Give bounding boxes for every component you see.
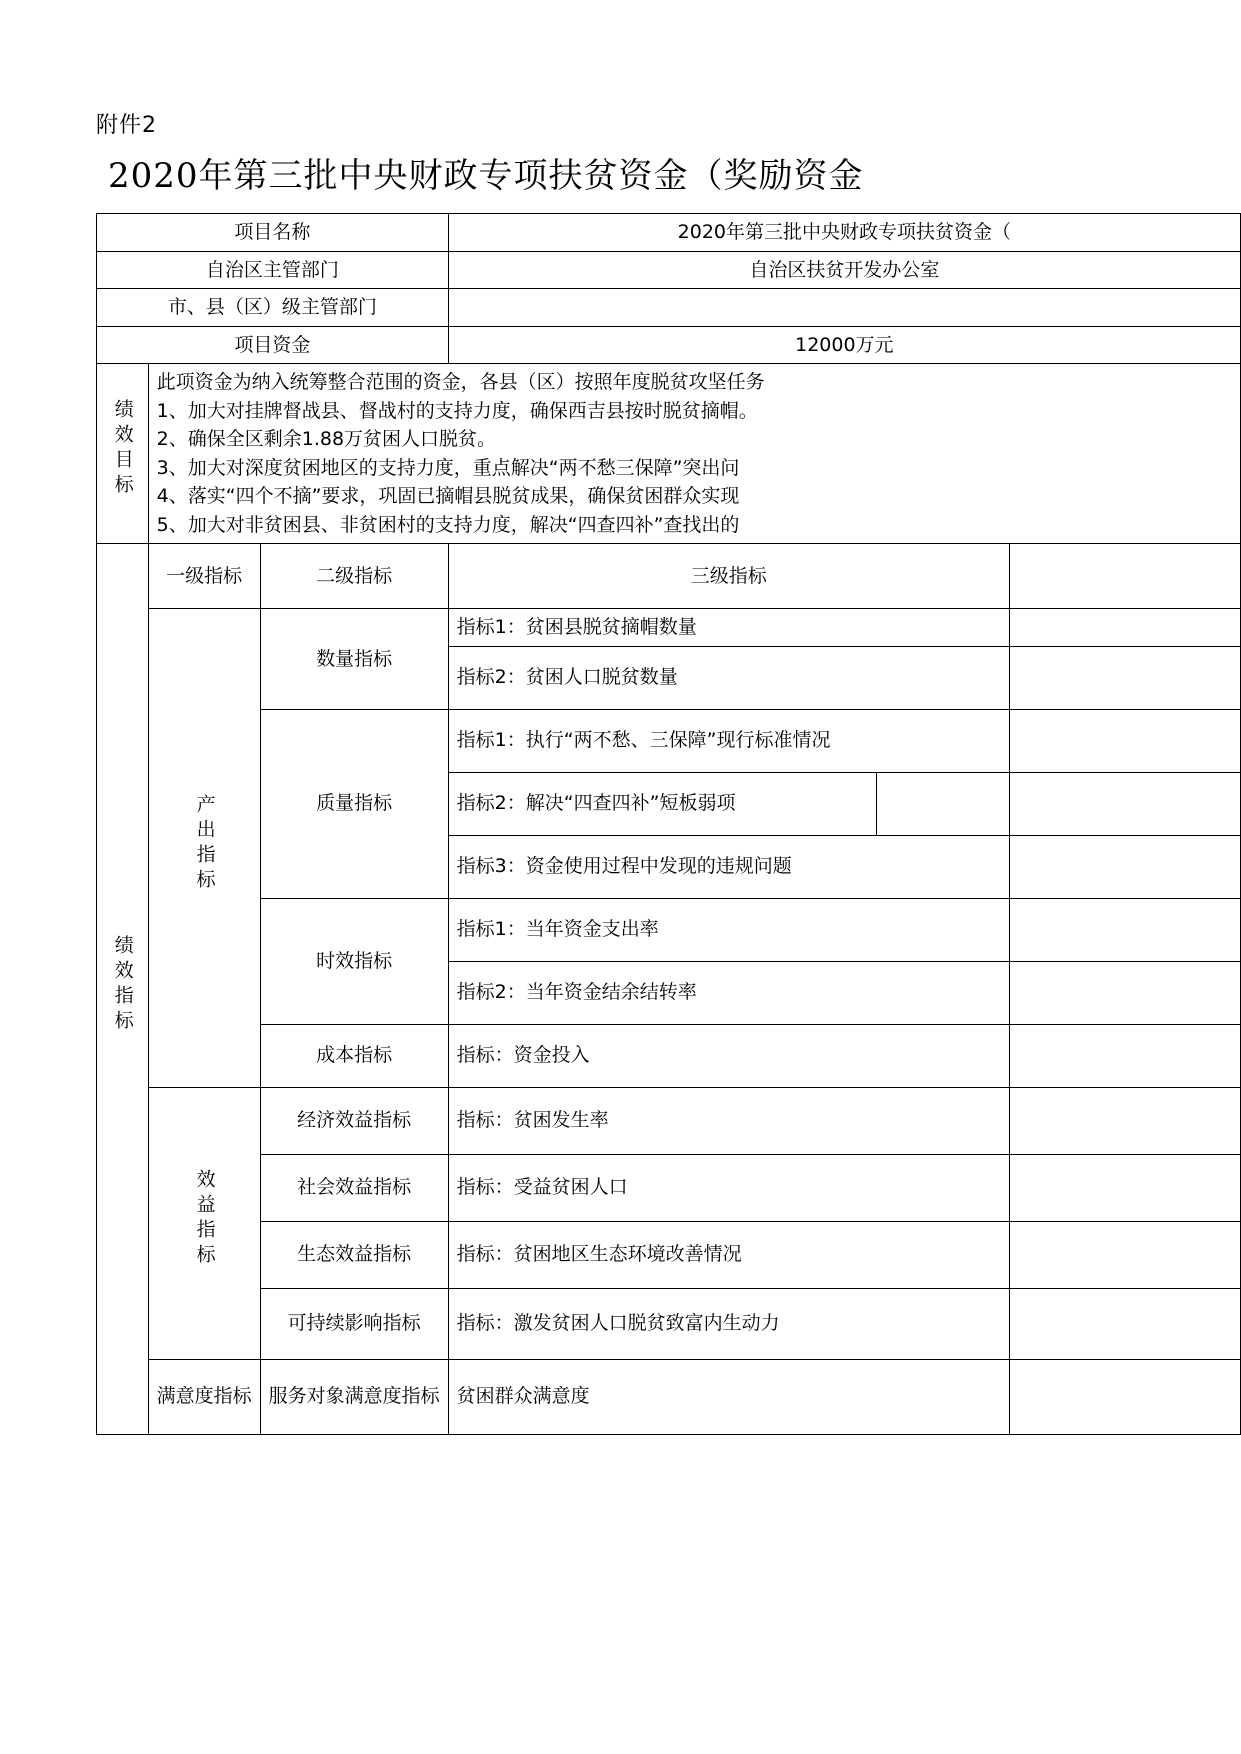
- table-row: [97, 289, 1241, 327]
- level2-economic-benefit: 经济效益指标: [260, 1087, 448, 1154]
- attachment-label: 附件2: [96, 113, 157, 138]
- row-spill: [1009, 835, 1240, 898]
- level3-item: 指标：贫困发生率: [448, 1087, 1009, 1154]
- level3-item: 指标2：贫困人口脱贫数量: [448, 646, 1009, 709]
- row-spill: [1009, 1359, 1240, 1434]
- indicator-header-row: [97, 544, 1241, 609]
- row-spill: [1009, 1024, 1240, 1087]
- level2-timeliness-indicator: 时效指标: [260, 898, 448, 1024]
- level2-sustainable-impact: 可持续影响指标: [260, 1288, 448, 1359]
- row-spill: [1009, 1221, 1240, 1288]
- header-level1: 一级指标: [148, 544, 260, 609]
- table-row: [97, 1154, 1241, 1221]
- level3-item: 指标：受益贫困人口: [448, 1154, 1009, 1221]
- goal-line: 2、确保全区剩余1.88万贫困人口脱贫。: [156, 428, 497, 450]
- level3-item: 指标：激发贫困人口脱贫致富内生动力: [448, 1288, 1009, 1359]
- row-spill: [1009, 609, 1240, 647]
- level2-service-satisfaction: 服务对象满意度指标: [260, 1359, 448, 1434]
- row-spill: [1009, 709, 1240, 772]
- level3-item: 指标1：执行“两不愁、三保障”现行标准情况: [448, 709, 1009, 772]
- field-value-region-department: 自治区扶贫开发办公室: [448, 251, 1240, 289]
- table-row: [97, 1087, 1241, 1154]
- level3-item: 指标2：解决“四查四补”短板弱项: [448, 772, 876, 835]
- level1-benefit-indicator: 效益指标: [148, 1087, 260, 1359]
- goal-line: 1、加大对挂牌督战县、督战村的支持力度，确保西吉县按时脱贫摘帽。: [156, 399, 758, 422]
- page-title: 2020年第三批中央财政专项扶贫资金（奖励资金: [108, 156, 864, 196]
- field-value-city-county-department: [448, 289, 1240, 327]
- level1-output-indicator: 产出指标: [148, 609, 260, 1088]
- table-row: [97, 609, 1241, 647]
- table-row: [97, 1024, 1241, 1087]
- level3-item-extra: [876, 772, 1009, 835]
- goal-line: 4、落实“四个不摘”要求，巩固已摘帽县脱贫成果，确保贫困群众实现: [156, 485, 740, 507]
- level3-item: 指标1：当年资金支出率: [448, 898, 1009, 961]
- field-label-region-department: 自治区主管部门: [97, 251, 449, 289]
- header-level2: 二级指标: [260, 544, 448, 609]
- section-label-performance-goal: 绩效目标: [97, 364, 149, 544]
- row-spill: [1009, 1154, 1240, 1221]
- level1-satisfaction-indicator: 满意度指标: [148, 1359, 260, 1434]
- level3-item: 指标2：当年资金结余结转率: [448, 961, 1009, 1024]
- field-label-project-name: 项目名称: [97, 214, 449, 252]
- field-value-project-funds: 12000万元: [448, 326, 1240, 364]
- row-spill: [1009, 1087, 1240, 1154]
- section-label-performance-indicator: 绩效指标: [97, 544, 149, 1435]
- field-label-project-funds: 项目资金: [97, 326, 449, 364]
- table-row-performance-goal: [97, 364, 1241, 544]
- row-spill: [1009, 898, 1240, 961]
- goal-line: 5、加大对非贫困县、非贫困村的支持力度，解决“四查四补”查找出的: [156, 513, 740, 536]
- level2-ecological-benefit: 生态效益指标: [260, 1221, 448, 1288]
- table-row: [97, 214, 1241, 252]
- table-row: [97, 1288, 1241, 1359]
- header-level3: 三级指标: [448, 544, 1009, 609]
- goal-line: 此项资金为纳入统筹整合范围的资金，各县（区）按照年度脱贫攻坚任务: [156, 371, 765, 393]
- row-spill: [1009, 961, 1240, 1024]
- level3-item: 指标1：贫困县脱贫摘帽数量: [448, 609, 1009, 647]
- field-value-project-name: 2020年第三批中央财政专项扶贫资金（: [448, 214, 1240, 252]
- level2-social-benefit: 社会效益指标: [260, 1154, 448, 1221]
- header-spill: [1009, 544, 1240, 609]
- table-row: [97, 898, 1241, 961]
- field-label-city-county-department: 市、县（区）级主管部门: [97, 289, 449, 327]
- level3-item: 指标：资金投入: [448, 1024, 1009, 1087]
- table-row: [97, 709, 1241, 772]
- level2-quantity-indicator: 数量指标: [260, 609, 448, 710]
- row-spill: [1009, 1288, 1240, 1359]
- level3-item: 指标3：资金使用过程中发现的违规问题: [448, 835, 1009, 898]
- level3-item: 贫困群众满意度: [448, 1359, 1009, 1434]
- level2-quality-indicator: 质量指标: [260, 709, 448, 898]
- performance-target-table: [96, 213, 1241, 1435]
- row-spill: [1009, 646, 1240, 709]
- table-row: [97, 251, 1241, 289]
- goal-line: 3、加大对深度贫困地区的支持力度，重点解决“两不愁三保障”突出问: [156, 456, 740, 479]
- performance-goal-text: [148, 364, 1240, 544]
- table-row: [97, 1221, 1241, 1288]
- level2-cost-indicator: 成本指标: [260, 1024, 448, 1087]
- table-row: [97, 1359, 1241, 1434]
- table-row: [97, 326, 1241, 364]
- row-spill: [1009, 772, 1240, 835]
- level3-item: 指标：贫困地区生态环境改善情况: [448, 1221, 1009, 1288]
